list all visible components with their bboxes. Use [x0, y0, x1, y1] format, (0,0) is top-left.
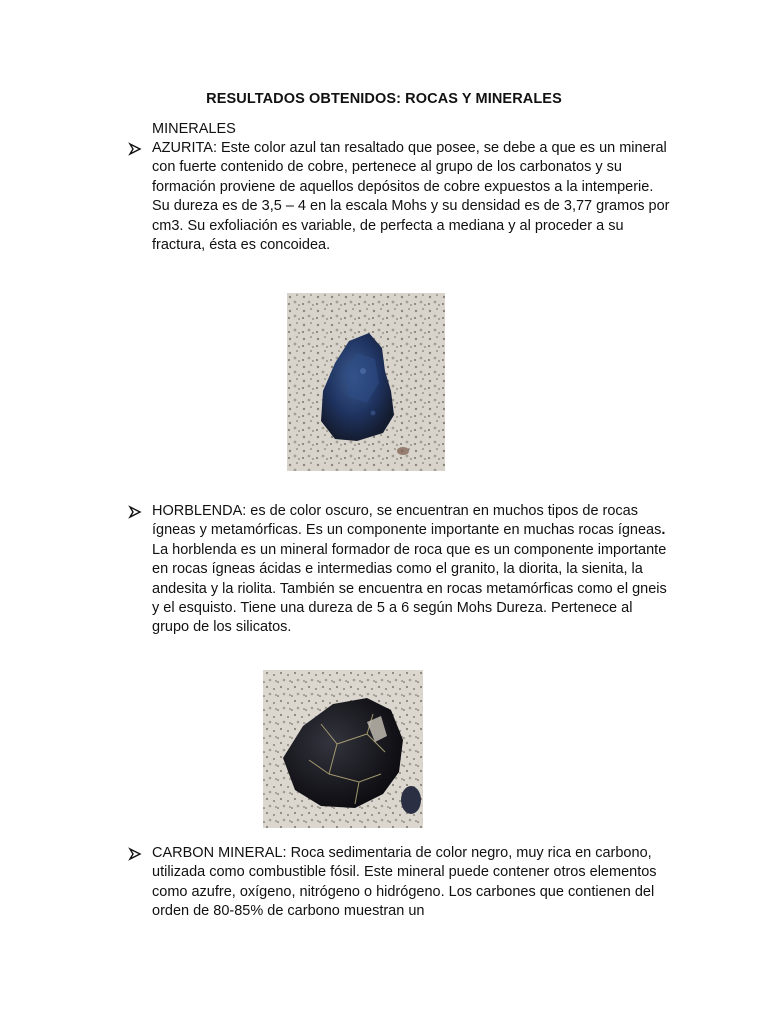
item-azurita-text: AZURITA: Este color azul tan resaltado que posee, se debe a que es un mineral con fuerte contenido de cobre, pertenece al grupo de los carbonatos y su formación proviene de aquellos depósitos de cobre expuestos a la intemperie. Su dureza es de 3,5 – 4 en la escala Mohs y su densidad es de 3,77 gramos por cm3. Su exfoliación es variable, de perfecta a mediana y al proceder a su fractura, ésta es concoidea.: [152, 140, 670, 254]
arrow-bullet-icon: [128, 505, 142, 519]
horblenda-photo: [263, 670, 423, 828]
item-carbon-mineral-text: CARBON MINERAL: Roca sedimentaria de color negro, muy rica en carbono, utilizada como combustible fósil. Este mineral puede contener otros elementos como azufre, oxígeno, nitrógeno o hidrógeno. Los carbones que contienen del orden de 80-85% de carbono muestran un: [152, 845, 657, 920]
horblenda-intro-period: .: [661, 522, 666, 539]
azurita-photo: [287, 293, 445, 471]
horblenda-detail: La horblenda es un mineral formador de roca que es un componente importante en rocas ígneas ácidas e intermedias como el granito, la diorita, la sienita, la andesita y la riolita. También se encuentra en rocas metamórficas como el gneis y el esquisto. Tiene una dureza de 5 a 6 según Mohs Dureza. Pertenece al grupo de los silicatos.: [152, 541, 667, 636]
arrow-bullet-icon: [128, 142, 142, 156]
arrow-bullet-icon: [128, 847, 142, 861]
horblenda-intro: HORBLENDA: es de color oscuro, se encuentran en muchos tipos de rocas ígneas y metamórficas. Es un componente importante en muchas rocas ígneas: [152, 503, 662, 539]
section-heading: MINERALES: [152, 121, 236, 137]
page-title: RESULTADOS OBTENIDOS: ROCAS Y MINERALES: [206, 91, 562, 107]
item-horblenda-text: [152, 502, 672, 638]
